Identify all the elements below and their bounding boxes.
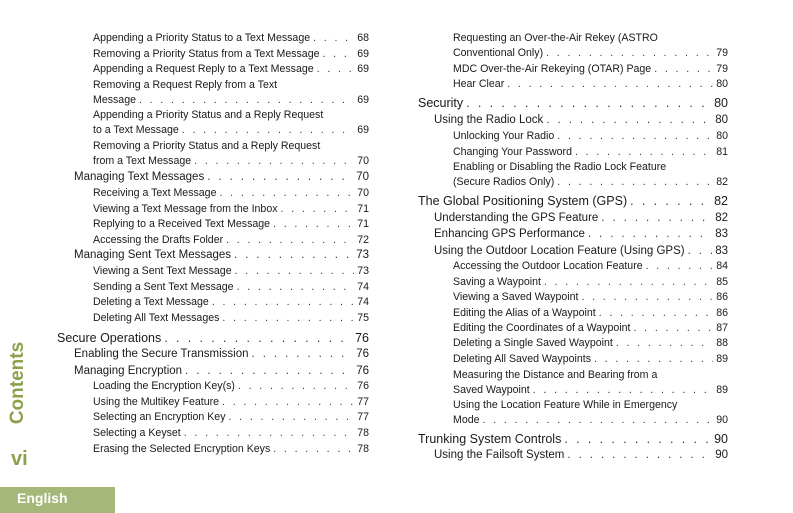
toc-dot-leader	[581, 290, 713, 304]
toc-entry-hear-clear[interactable]	[453, 77, 728, 91]
toc-dot-leader	[564, 432, 711, 446]
toc-page-number: 73	[356, 249, 369, 261]
toc-entry-managing-text-messages[interactable]	[74, 170, 369, 184]
toc-entry-the-global-positioning-system-gps[interactable]	[418, 194, 728, 208]
toc-entry-using-the-location-feature-while-in-emergency[interactable]	[453, 413, 728, 427]
toc-page-number: 69	[357, 48, 369, 60]
toc-page-number: 69	[357, 63, 369, 75]
toc-dot-leader	[594, 352, 713, 366]
toc-entry-using-the-outdoor-location-feature-using-gps[interactable]	[434, 244, 728, 258]
toc-page-number: 76	[356, 365, 369, 377]
toc-entry-title: Measuring the Distance and Bearing from a	[453, 369, 658, 381]
toc-entry-accessing-the-drafts-folder[interactable]	[93, 233, 369, 247]
toc-page-number: 81	[716, 146, 728, 158]
toc-entry-title: Deleting a Text Message	[93, 296, 209, 308]
toc-entry-security[interactable]	[418, 96, 728, 110]
toc-dot-leader	[633, 321, 713, 335]
toc-page-number: 70	[356, 171, 369, 183]
toc-entry-title: Deleting All Saved Waypoints	[453, 353, 591, 365]
toc-entry-title: Using the Multikey Feature	[93, 396, 220, 408]
toc-entry-title-continued: to a Text Message	[93, 124, 179, 136]
toc-page-number: 78	[357, 427, 369, 439]
language-tab-label: English	[17, 490, 68, 506]
language-tab	[0, 487, 115, 513]
toc-page-number: 89	[716, 384, 728, 396]
toc-dot-leader	[688, 244, 713, 258]
toc-entry-title: Unlocking Your Radio	[453, 130, 555, 142]
toc-entry-title: Using the Outdoor Location Feature (Using GPS)	[434, 245, 685, 257]
page-number: vi	[11, 448, 28, 470]
toc-entry-managing-encryption[interactable]	[74, 364, 369, 378]
toc-entry-title: Managing Encryption	[74, 365, 183, 377]
toc-entry-title: Requesting an Over-the-Air Rekey (ASTRO	[453, 32, 658, 44]
toc-entry-title: Security	[418, 96, 464, 110]
toc-entry-title: Secure Operations	[57, 331, 162, 345]
toc-entry-title: Deleting All Text Messages	[93, 312, 220, 324]
toc-page-number: 70	[357, 187, 369, 199]
toc-page-number: 90	[716, 414, 728, 426]
toc-page-number: 69	[357, 94, 369, 106]
toc-entry-title: Saving a Waypoint	[453, 276, 541, 288]
toc-dot-leader	[646, 259, 714, 273]
toc-dot-leader	[630, 194, 711, 208]
toc-entry-title: Editing the Alias of a Waypoint	[453, 307, 596, 319]
toc-entry-viewing-a-saved-waypoint[interactable]	[453, 290, 728, 304]
toc-dot-leader	[281, 202, 355, 216]
toc-dot-leader	[222, 395, 354, 409]
toc-page-number: 86	[716, 307, 728, 319]
toc-entry-enabling-the-secure-transmission[interactable]	[74, 347, 369, 361]
toc-entry-title: Removing a Priority Status from a Text Message	[93, 48, 320, 60]
toc-entry-title: Selecting an Encryption Key	[93, 411, 226, 423]
toc-entry-title: Accessing the Drafts Folder	[93, 234, 224, 246]
toc-entry-title-continued: Conventional Only)	[453, 47, 544, 59]
toc-page-number: 74	[357, 281, 369, 293]
toc-page-number: 72	[357, 234, 369, 246]
section-label-text: Contents	[7, 341, 29, 424]
toc-page-number: 82	[714, 194, 728, 208]
toc-dot-leader	[222, 311, 354, 325]
toc-page-number: 89	[716, 353, 728, 365]
toc-dot-leader	[533, 383, 713, 397]
toc-entry-title-continued: from a Text Message	[93, 155, 192, 167]
toc-page-number: 78	[357, 443, 369, 455]
toc-entry-appending-a-priority-status-and-a-reply-request[interactable]	[93, 123, 369, 137]
toc-dot-leader	[185, 364, 353, 378]
toc-entry-managing-sent-text-messages[interactable]	[74, 248, 369, 262]
toc-entry-editing-the-alias-of-a-waypoint[interactable]	[453, 306, 728, 320]
toc-page-number: 80	[714, 96, 728, 110]
toc-page-number: 85	[716, 276, 728, 288]
toc-dot-leader	[322, 47, 354, 61]
toc-entry-unlocking-your-radio[interactable]	[453, 129, 728, 143]
toc-entry-measuring-the-distance-and-bearing-from-a[interactable]	[453, 383, 728, 397]
toc-entry-title: Appending a Request Reply to a Text Message	[93, 63, 314, 75]
toc-dot-leader	[546, 113, 712, 127]
toc-entry-removing-a-priority-status-from-a-text-message[interactable]	[93, 47, 369, 61]
toc-page-number: 88	[716, 337, 728, 349]
toc-entry-enhancing-gps-performance[interactable]	[434, 227, 728, 241]
toc-entry-viewing-a-text-message-from-the-inbox[interactable]	[93, 202, 369, 216]
toc-page-number: 74	[357, 296, 369, 308]
toc-page-number: 82	[715, 212, 728, 224]
toc-entry-title-continued: (Secure Radios Only)	[453, 176, 555, 188]
toc-entry-title: Appending a Priority Status to a Text Message	[93, 32, 311, 44]
toc-page-number: 73	[357, 265, 369, 277]
toc-entry-title: Deleting a Single Saved Waypoint	[453, 337, 613, 349]
toc-dot-leader	[139, 93, 354, 107]
toc-entry-title: Removing a Request Reply from a Text	[93, 79, 278, 91]
toc-entry-loading-the-encryption-key-s[interactable]	[93, 379, 369, 393]
toc-page-number: 70	[357, 155, 369, 167]
toc-entry-title: Erasing the Selected Encryption Keys	[93, 443, 271, 455]
toc-entry-title: Removing a Priority Status and a Reply Request	[93, 140, 321, 152]
toc-entry-title: Enhancing GPS Performance	[434, 228, 585, 240]
toc-entry-title: Loading the Encryption Key(s)	[93, 380, 235, 392]
toc-entry-title: Viewing a Text Message from the Inbox	[93, 203, 278, 215]
toc-page-number: 83	[715, 245, 728, 257]
toc-page-number: 80	[715, 114, 728, 126]
toc-entry-title: Viewing a Saved Waypoint	[453, 291, 579, 303]
toc-entry-using-the-radio-lock[interactable]	[434, 113, 728, 127]
toc-entry-title: Using the Failsoft System	[434, 449, 565, 461]
section-side-label	[2, 340, 34, 425]
toc-entry-title: Managing Text Messages	[74, 171, 205, 183]
toc-entry-deleting-all-text-messages[interactable]	[93, 311, 369, 325]
toc-entry-deleting-all-saved-waypoints[interactable]	[453, 352, 728, 366]
toc-dot-leader	[194, 154, 354, 168]
toc-entry-title: Trunking System Controls	[418, 432, 562, 446]
toc-dot-leader	[313, 31, 354, 45]
toc-entry-saving-a-waypoint[interactable]	[453, 275, 728, 289]
toc-dot-leader	[235, 264, 355, 278]
toc-entry-title: Viewing a Sent Text Message	[93, 265, 232, 277]
toc-page-number: 80	[716, 130, 728, 142]
toc-entry-title: Replying to a Received Text Message	[93, 218, 271, 230]
toc-entry-removing-a-request-reply-from-a-text[interactable]	[93, 93, 369, 107]
toc-page-number: 71	[357, 218, 369, 230]
toc-dot-leader	[616, 336, 713, 350]
toc-entry-selecting-a-keyset[interactable]	[93, 426, 369, 440]
toc-dot-leader	[557, 129, 713, 143]
toc-entry-title: Sending a Sent Text Message	[93, 281, 234, 293]
toc-entry-title: Enabling the Secure Transmission	[74, 348, 249, 360]
toc-entry-appending-a-request-reply-to-a-text-message[interactable]	[93, 62, 369, 76]
toc-page-number: 90	[715, 449, 728, 461]
toc-dot-leader	[601, 211, 712, 225]
toc-entry-changing-your-password[interactable]	[453, 145, 728, 159]
toc-entry-using-the-multikey-feature[interactable]	[93, 395, 369, 409]
toc-entry-title: Accessing the Outdoor Location Feature	[453, 260, 643, 272]
toc-dot-leader	[238, 379, 354, 393]
toc-entry-replying-to-a-received-text-message[interactable]	[93, 217, 369, 231]
toc-entry-removing-a-priority-status-and-a-reply-request[interactable]	[93, 154, 369, 168]
toc-entry-title: Managing Sent Text Messages	[74, 249, 232, 261]
toc-entry-viewing-a-sent-text-message[interactable]	[93, 264, 369, 278]
toc-page-number: 86	[716, 291, 728, 303]
toc-dot-leader	[182, 123, 354, 137]
toc-page-number: 87	[716, 322, 728, 334]
toc-page-number: 71	[357, 203, 369, 215]
toc-dot-leader	[273, 217, 354, 231]
toc-page-number: 75	[357, 312, 369, 324]
toc-page-number: 80	[716, 78, 728, 90]
toc-entry-title-continued: Mode	[453, 414, 480, 426]
toc-entry-title: Editing the Coordinates of a Waypoint	[453, 322, 631, 334]
toc-page-number: 68	[357, 32, 369, 44]
toc-page-number: 77	[357, 396, 369, 408]
toc-entry-using-the-failsoft-system[interactable]	[434, 448, 728, 462]
toc-dot-leader	[212, 295, 354, 309]
toc-entry-title: MDC Over-the-Air Rekeying (OTAR) Page	[453, 63, 652, 75]
toc-dot-leader	[229, 410, 355, 424]
toc-dot-leader	[237, 280, 355, 294]
toc-dot-leader	[546, 46, 713, 60]
toc-entry-understanding-the-gps-feature[interactable]	[434, 211, 728, 225]
toc-page-number: 77	[357, 411, 369, 423]
toc-page-number: 76	[356, 348, 369, 360]
toc-page-number: 76	[355, 331, 369, 345]
toc-dot-leader	[544, 275, 713, 289]
toc-dot-leader	[599, 306, 713, 320]
toc-entry-title: Receiving a Text Message	[93, 187, 217, 199]
toc-dot-leader	[654, 62, 713, 76]
toc-dot-leader	[575, 145, 713, 159]
toc-dot-leader	[466, 96, 711, 110]
toc-entry-enabling-or-disabling-the-radio-lock-feature[interactable]	[453, 175, 728, 189]
toc-dot-leader	[557, 175, 713, 189]
toc-dot-leader	[219, 186, 354, 200]
toc-dot-leader	[184, 426, 354, 440]
toc-entry-title: Using the Location Feature While in Emergency	[453, 399, 678, 411]
toc-page-number: 69	[357, 124, 369, 136]
toc-entry-title: Changing Your Password	[453, 146, 572, 158]
toc-dot-leader	[317, 62, 355, 76]
toc-entry-title: Selecting a Keyset	[93, 427, 181, 439]
toc-entry-title: Appending a Priority Status and a Reply Request	[93, 109, 324, 121]
toc-dot-leader	[567, 448, 712, 462]
toc-entry-deleting-a-single-saved-waypoint[interactable]	[453, 336, 728, 350]
toc-dot-leader	[252, 347, 354, 361]
toc-dot-leader	[588, 227, 712, 241]
toc-dot-leader	[164, 331, 352, 345]
toc-entry-appending-a-priority-status-to-a-text-message[interactable]	[93, 31, 369, 45]
toc-page-number: 76	[357, 380, 369, 392]
toc-dot-leader	[207, 170, 353, 184]
toc-dot-leader	[234, 248, 353, 262]
toc-entry-receiving-a-text-message[interactable]	[93, 186, 369, 200]
toc-entry-erasing-the-selected-encryption-keys[interactable]	[93, 442, 369, 456]
toc-entry-title: The Global Positioning System (GPS)	[418, 194, 628, 208]
toc-entry-selecting-an-encryption-key[interactable]	[93, 410, 369, 424]
toc-entry-trunking-system-controls[interactable]	[418, 432, 728, 446]
toc-entry-title: Enabling or Disabling the Radio Lock Feature	[453, 161, 667, 173]
toc-entry-deleting-a-text-message[interactable]	[93, 295, 369, 309]
toc-page-number: 79	[716, 47, 728, 59]
toc-entry-title: Understanding the GPS Feature	[434, 212, 599, 224]
toc-entry-secure-operations[interactable]	[57, 331, 369, 345]
toc-entry-accessing-the-outdoor-location-feature[interactable]	[453, 259, 728, 273]
toc-entry-title-continued: Message	[93, 94, 136, 106]
toc-page-number: 90	[714, 432, 728, 446]
toc-entry-sending-a-sent-text-message[interactable]	[93, 280, 369, 294]
toc-page-number: 82	[716, 176, 728, 188]
toc-entry-title: Using the Radio Lock	[434, 114, 544, 126]
toc-entry-requesting-an-over-the-air-rekey-astro[interactable]	[453, 46, 728, 60]
toc-dot-leader	[226, 233, 354, 247]
toc-page-number: 84	[716, 260, 728, 272]
toc-page-number: 83	[715, 228, 728, 240]
toc-entry-mdc-over-the-air-rekeying-otar-page[interactable]	[453, 62, 728, 76]
toc-dot-leader	[483, 413, 714, 427]
toc-dot-leader	[507, 77, 713, 91]
toc-entry-editing-the-coordinates-of-a-waypoint[interactable]	[453, 321, 728, 335]
toc-page-number: 79	[716, 63, 728, 75]
toc-entry-title-continued: Saved Waypoint	[453, 384, 530, 396]
toc-entry-title: Hear Clear	[453, 78, 505, 90]
toc-dot-leader	[273, 442, 354, 456]
